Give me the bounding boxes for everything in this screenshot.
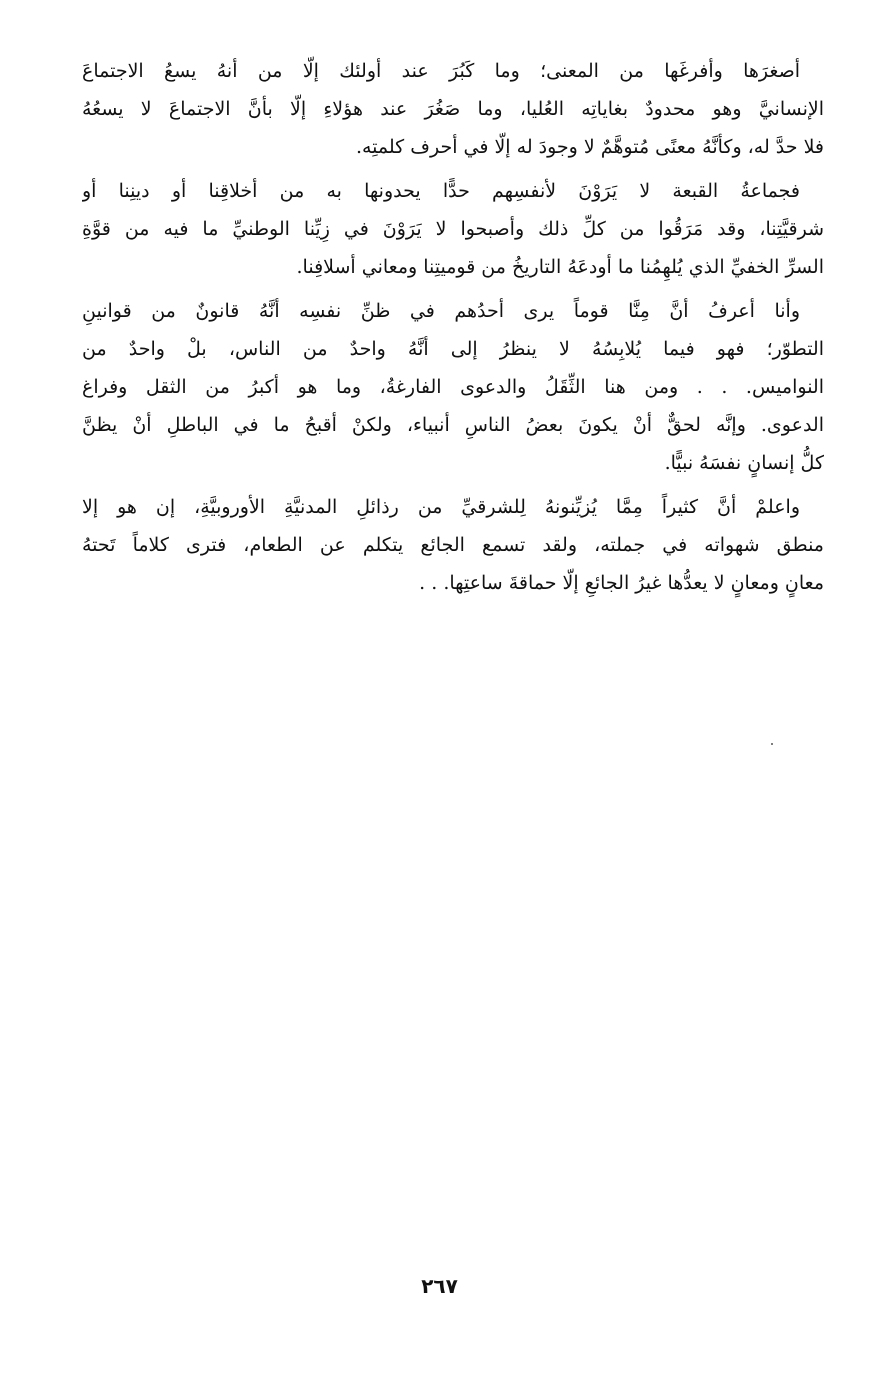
page-number: ٢٦٧: [421, 1274, 458, 1298]
paragraph-4: [82, 488, 824, 602]
text-line: التطوّر؛ فهو فيما يُلابِسُهُ لا ينظرُ إلى أنَّهُ واحدٌ من الناس، بلْ واحدٌ من: [82, 338, 824, 360]
text-line: فلا حدَّ له، وكأنَّهُ معنًى مُتوهَّمٌ لا وجودَ له إلّا في أحرف كلمتِه.: [355, 136, 824, 158]
paragraph-1: [82, 52, 824, 166]
text-line: وأنا أعرفُ أنَّ مِنَّا قوماً يرى أحدُهم في ظنِّ نفسِه أنَّهُ قانونٌ من قوانينِ: [82, 300, 800, 322]
paragraph-3: [82, 292, 824, 482]
text-line: كلُّ إنسانٍ نفسَهُ نبيًّا.: [664, 452, 824, 474]
scan-speck: [771, 743, 773, 745]
text-line: أصغرَها وأفرغَها من المعنى؛ وما كَبُرَ عند أولئك إلّا من أنهُ يسعُ الاجتماعَ: [82, 60, 800, 82]
text-line: السرِّ الخفيِّ الذي يُلهِمُنا ما أودعَهُ التاريخُ من قوميتِنا ومعاني أسلافِنا.: [296, 256, 824, 278]
text-line: واعلمْ أنَّ كثيراً مِمَّا يُزيِّنونهُ لِلشرقيِّ من رذائلِ المدنيَّةِ الأوروبيَّةِ، إن هو إلا: [82, 496, 800, 518]
text-line: معانٍ ومعانٍ لا يعدُّها غيرُ الجائعِ إلّا حماقةَ ساعتِها. . .: [419, 572, 824, 594]
text-line: الإنسانيَّ وهو محدودٌ بغاياتِه العُليا، وما صَغُرَ عند هؤلاءِ إلّا بأنَّ الاجتماعَ لا يسعُهُ: [82, 98, 824, 120]
text-line: منطق شهواته في جملته، ولقد تسمع الجائع يتكلم عن الطعام، فترى كلاماً تَحتهُ: [82, 534, 824, 556]
text-line: النواميس. . . ومن هنا الثِّقَلُ والدعوى الفارغةُ، وما هو أكبرُ من الثقل وفراغ: [82, 376, 824, 398]
text-line: فجماعةُ القبعة لا يَرَوْنَ لأنفسِهم حدًّا يحدونها به من أخلاقِنا أو دينِنا أو: [82, 180, 800, 202]
text-line: الدعوى. وإنَّه لحقٌّ أنْ يكونَ بعضُ الناسِ أنبياء، ولكنْ أقبحُ ما في الباطلِ أنْ يظنَّ: [82, 414, 824, 436]
paragraph-2: [82, 172, 824, 286]
body-text: [82, 52, 824, 608]
text-line: شرقيَّتِنا، وقد مَرَقُوا من كلِّ ذلك وأصبحوا لا يَرَوْنَ في زِيِّنا الوطنيِّ ما فيه من قوَّةِ: [82, 218, 824, 240]
